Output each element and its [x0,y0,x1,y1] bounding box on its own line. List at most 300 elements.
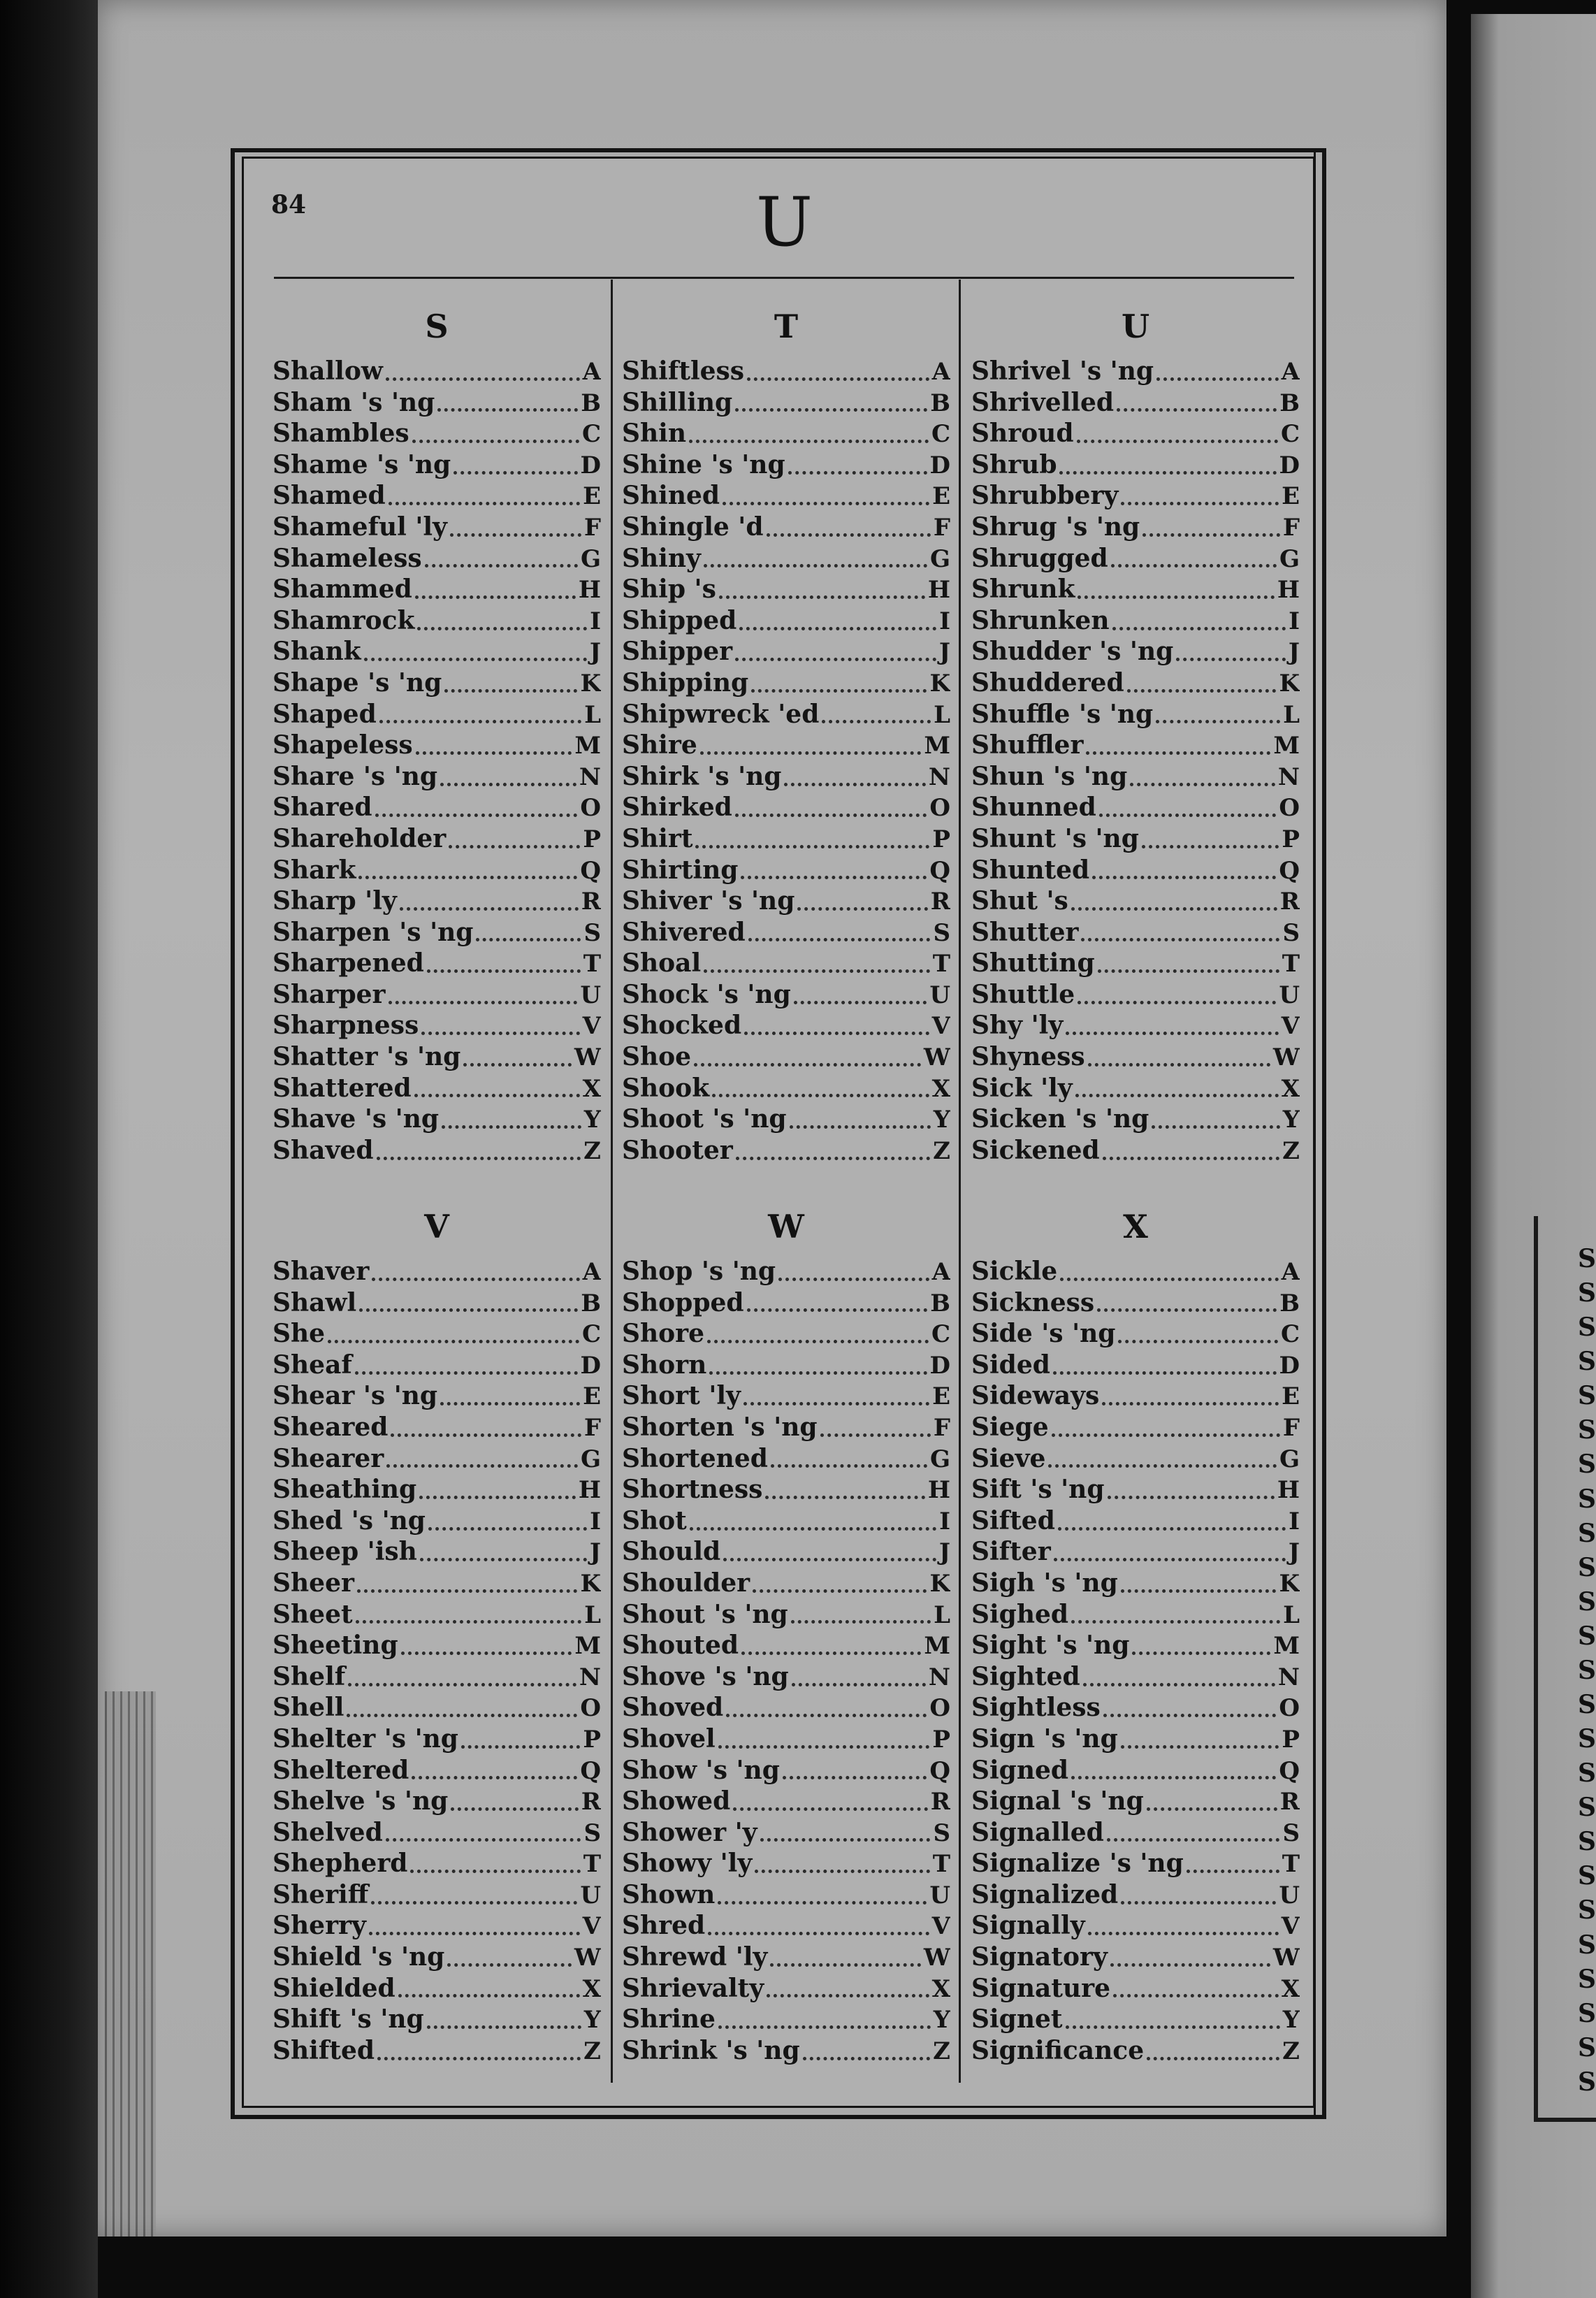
dot-leader [1113,1994,1279,1997]
dot-leader [417,627,587,630]
facing-page-letter: S [1578,1518,1596,1548]
code-entry [273,824,601,855]
entry-word: Signally [971,1911,1085,1941]
code-entry [273,1074,601,1105]
entry-code-letter: P [1282,1725,1300,1754]
dot-leader [694,1063,921,1067]
code-entry [622,1974,950,2005]
entry-code-letter: W [574,1043,601,1072]
entry-code-letter: Z [1282,2037,1300,2065]
entry-word: Shovel [622,1723,716,1754]
entry-code-letter: P [583,825,601,853]
code-entry [971,2004,1300,2036]
dot-leader [770,1963,920,1967]
entry-word: Shrewd 'ly [622,1942,768,1972]
entry-word: Shawl [273,1287,357,1317]
code-entry [273,450,601,482]
facing-page-letter: S [1578,1827,1596,1857]
dot-leader [1071,907,1277,911]
entry-word: Showed [622,1786,731,1816]
code-entry [971,356,1300,388]
code-entry [971,1350,1300,1382]
entry-word: Shined [622,481,720,511]
dot-leader [419,1496,576,1499]
section-heading: V [424,1208,449,1245]
entry-code-letter: O [929,794,950,823]
entry-code-letter: O [1279,794,1300,823]
section-heading: S [425,308,449,345]
entry-word: Shrivel 's 'ng [971,356,1154,386]
dot-leader [1077,440,1278,443]
entry-code-letter: V [582,1912,601,1941]
code-entry [971,1475,1300,1506]
code-entry [273,1724,601,1756]
dot-leader [783,1776,927,1779]
code-section-u [971,296,1300,1166]
dot-leader [414,1094,580,1097]
code-entry [622,1693,950,1724]
entry-code-letter: F [583,513,601,542]
code-entry [622,668,950,700]
dot-leader [1117,408,1277,412]
entry-code-letter: N [579,763,601,791]
dot-leader [1110,1963,1270,1967]
dot-leader [1121,1589,1277,1593]
facing-page-letter: S [1578,1415,1596,1445]
dot-leader [736,1157,930,1160]
entry-code-letter: N [928,763,950,791]
dot-leader [719,595,925,599]
dot-leader [767,1994,929,1997]
dot-leader [792,1683,926,1686]
dot-leader [788,471,927,475]
dot-leader [451,1807,578,1811]
dot-leader [695,845,929,848]
entry-code-letter: P [583,1725,601,1754]
entry-code-letter: C [1280,1320,1300,1349]
facing-page-letter: S [1578,1895,1596,1925]
entry-word: Shunt 's 'ng [971,823,1139,853]
entry-word: Sheeting [273,1631,398,1661]
dot-leader [476,938,581,941]
dot-leader [347,1714,577,1717]
entry-word: Sheriff [273,1879,369,1909]
entry-code-letter: H [927,1476,950,1505]
dot-leader [1078,595,1274,599]
entry-code-letter: Z [583,1136,601,1165]
code-entry [622,1880,950,1912]
dot-leader [689,440,929,443]
entry-word: Sheet [273,1599,353,1629]
code-entry [622,1568,950,1600]
entry-code-letter: G [1279,1445,1300,1473]
entry-word: Shiftless [622,356,745,386]
code-entry [273,855,601,887]
entry-code-letter: O [929,1694,950,1723]
code-entry [273,1662,601,1693]
code-entry [273,1537,601,1568]
entry-word: Share 's 'ng [273,761,438,791]
entry-code-letter: E [932,1382,950,1411]
entry-code-letter: Q [1279,1756,1300,1785]
code-entry [971,1104,1300,1136]
code-entry [273,574,601,606]
entry-code-letter: B [930,389,950,417]
code-entry [971,793,1300,824]
entry-code-letter: J [1288,638,1300,667]
dot-leader [1121,1901,1276,1905]
dot-leader [1066,1032,1278,1035]
code-entry [971,730,1300,762]
facing-page-letter: S [1578,1621,1596,1651]
code-entry [971,918,1300,949]
dot-leader [328,1340,579,1343]
facing-page-letter: S [1578,1724,1596,1754]
code-entry [971,1631,1300,1662]
entry-code-letter: X [582,1974,601,2003]
entry-word: Shot [622,1505,687,1535]
code-entry [971,1568,1300,1600]
code-entry [971,606,1300,637]
dot-leader [444,689,577,693]
code-entry [971,1381,1300,1412]
entry-word: Sick 'ly [971,1073,1073,1103]
entry-word: Shire [622,730,697,760]
entry-code-letter: B [930,1289,950,1317]
code-entry [971,1042,1300,1074]
code-entry [273,2004,601,2036]
entry-word: Shaver [273,1257,370,1286]
dot-leader [765,1496,924,1499]
entry-code-letter: D [929,1351,950,1380]
code-entry [622,544,950,575]
entry-code-letter: B [581,389,601,417]
dot-leader [707,1340,929,1343]
entry-word: Shareholder [273,823,447,853]
dot-leader [1112,627,1286,630]
header-rule [274,277,1294,279]
entry-code-letter: U [929,981,950,1009]
dot-leader [437,408,578,412]
entry-code-letter: J [1288,1538,1300,1567]
entry-word: Sigh 's 'ng [971,1568,1118,1598]
dot-leader [718,1901,927,1905]
facing-page-letter: S [1578,1793,1596,1823]
entry-code-letter: M [1273,732,1300,760]
entry-word: Sifter [971,1537,1051,1567]
entry-code-letter: W [574,1944,601,1972]
entry-code-letter: A [1281,358,1300,386]
page-number: 84 [271,190,307,219]
entry-word: Sheared [273,1412,389,1442]
entry-word: Sharpness [273,1011,419,1041]
code-entry [622,762,950,793]
column-divider-2 [959,280,961,2083]
entry-code-letter: K [1279,669,1300,698]
entry-code-letter: Y [583,1106,601,1134]
dot-leader [415,595,576,599]
entry-word: Shroud [971,419,1074,449]
code-entry [622,1942,950,1974]
code-entry [622,700,950,731]
entry-word: Sheaf [273,1350,352,1380]
code-entry [273,1818,601,1849]
facing-page-letter: S [1578,1861,1596,1891]
entry-code-letter: L [584,700,601,729]
entry-word: Shift 's 'ng [273,2004,424,2035]
code-entry [622,1257,950,1288]
entry-code-letter: W [923,1043,950,1072]
code-entry [622,1136,950,1167]
entry-list [622,1257,950,2067]
dot-leader [375,814,578,817]
code-entry [622,1724,950,1756]
entry-code-letter: E [583,482,601,511]
code-entry [273,1942,601,1974]
entry-word: Sided [971,1350,1050,1380]
dot-leader [440,1402,580,1405]
entry-word: Shrugged [971,543,1108,573]
entry-code-letter: H [1277,1476,1300,1505]
entry-word: Signet [971,2004,1063,2035]
entry-word: Shrine [622,2004,716,2035]
entry-code-letter: U [929,1881,950,1909]
entry-word: Shooter [622,1135,733,1165]
entry-code-letter: G [580,544,601,573]
dot-leader [1052,1433,1280,1437]
entry-code-letter: E [583,1382,601,1411]
dot-leader [449,845,580,848]
dot-leader [1053,1371,1277,1375]
entry-word: Shattered [273,1073,412,1103]
entry-code-letter: J [589,638,601,667]
entry-code-letter: L [934,700,950,729]
entry-word: Shipping [622,667,749,698]
dot-leader [1127,689,1277,693]
entry-word: Sighed [971,1599,1069,1629]
entry-word: Sickness [971,1287,1095,1317]
entry-word: Shunted [971,855,1090,885]
entry-word: Shutting [971,948,1095,978]
entry-code-letter: J [589,1538,601,1567]
dot-leader [1054,1558,1286,1561]
entry-word: Shrivelled [971,387,1115,417]
dot-leader [1103,1157,1279,1160]
entry-word: Shipped [622,605,737,635]
dot-leader [1078,1001,1276,1004]
section-heading: W [768,1208,804,1245]
code-entry [971,1011,1300,1042]
code-entry [273,1600,601,1631]
dot-leader [420,1558,587,1561]
code-entry [622,730,950,762]
dot-leader [1152,1125,1279,1129]
code-entry [622,1288,950,1320]
entry-word: Sickened [971,1135,1100,1165]
dot-leader [735,408,927,412]
dot-leader [1058,1527,1286,1531]
entry-word: Shouted [622,1631,739,1661]
entry-word: Shilling [622,387,733,417]
entry-code-letter: X [1281,1974,1300,2003]
code-entry [971,388,1300,419]
entry-code-letter: V [582,1012,601,1041]
dot-leader [1102,1402,1279,1405]
code-entry [273,388,601,419]
code-entry [622,606,950,637]
code-entry [622,1537,950,1568]
entry-word: Shirk 's 'ng [622,761,782,791]
entry-word: Shut 's [971,886,1068,916]
entry-code-letter: V [1281,1012,1300,1041]
entry-code-letter: P [1282,825,1300,853]
entry-word: Shoal [622,948,702,978]
code-section-s [273,296,601,1166]
entry-word: Signal 's 'ng [971,1786,1144,1816]
entry-code-letter: I [590,607,601,635]
dot-leader [1121,1745,1279,1749]
entry-code-letter: R [581,1788,601,1816]
entry-code-letter: V [1281,1912,1300,1941]
entry-word: Shame 's 'ng [273,449,451,479]
entry-word: Sharp 'ly [273,886,397,916]
entry-word: Shore [622,1319,705,1349]
entry-code-letter: X [1281,1074,1300,1103]
code-entry [273,1104,601,1136]
dot-leader [364,658,587,661]
entry-code-letter: Q [580,856,601,885]
entry-word: Shrunk [971,574,1075,605]
entry-word: Shortened [622,1443,768,1473]
dot-leader [359,1308,578,1312]
entry-code-letter: A [931,1258,950,1286]
code-entry [622,574,950,606]
entry-word: Shred [622,1911,706,1941]
dot-leader [447,1963,571,1967]
dot-leader [1060,1278,1278,1281]
entry-word: Shout 's 'ng [622,1599,788,1629]
entry-code-letter: F [1282,513,1300,542]
entry-word: Shave 's 'ng [273,1104,440,1134]
entry-code-letter: H [578,1476,601,1505]
entry-code-letter: H [578,576,601,605]
entry-code-letter: I [1289,607,1300,635]
code-entry [622,481,950,512]
entry-word: Sieve [971,1443,1046,1473]
dot-leader [377,1157,581,1160]
entry-word: Should [622,1537,721,1567]
dot-leader [1142,533,1280,537]
entry-code-letter: O [1279,1694,1300,1723]
facing-page-letter: S [1578,1930,1596,1960]
code-entry [971,1600,1300,1631]
entry-word: Sheltered [273,1755,409,1785]
code-entry [971,886,1300,918]
dot-leader [748,938,931,941]
code-entry [622,1911,950,1942]
entry-word: Shoulder [622,1568,750,1598]
entry-word: Sickle [971,1257,1058,1286]
entry-word: Sifted [971,1505,1055,1535]
dot-leader [461,1745,580,1749]
entry-word: Shuttle [971,979,1075,1009]
entry-word: Shook [622,1073,710,1103]
entry-word: Significance [971,2035,1145,2065]
entry-code-letter: Q [929,1756,950,1785]
entry-code-letter: Z [1282,1136,1300,1165]
code-entry [622,512,950,544]
dot-leader [386,1838,581,1842]
dot-leader [755,1870,929,1873]
code-entry [971,1974,1300,2005]
code-entry [971,1288,1300,1320]
entry-code-letter: A [582,1258,601,1286]
code-entry [622,637,950,668]
dot-leader [1088,1063,1270,1067]
entry-code-letter: X [931,1974,950,2003]
entry-code-letter: M [1273,1632,1300,1661]
code-entry [273,700,601,731]
dot-leader [820,1433,931,1437]
entry-code-letter: F [933,513,950,542]
code-entry [273,1974,601,2005]
code-entry [622,1381,950,1412]
entry-code-letter: A [582,358,601,386]
dot-leader [454,471,577,475]
dot-leader [412,440,579,443]
dot-leader [760,1838,931,1842]
code-entry [622,980,950,1011]
entry-word: Shown [622,1879,716,1909]
entry-word: Shipwreck 'ed [622,699,820,729]
dot-leader [416,751,572,755]
entry-word: Shoe [622,1042,692,1072]
entry-code-letter: G [929,544,950,573]
code-entry [971,762,1300,793]
code-entry [971,1942,1300,1974]
dot-leader [708,1932,929,1935]
dot-leader [1156,377,1279,381]
entry-word: Shudder 's 'ng [971,637,1174,667]
section-heading: X [1123,1208,1148,1245]
entry-word: Signalled [971,1817,1104,1847]
entry-code-letter: R [930,1788,950,1816]
entry-word: Shorn [622,1350,707,1380]
code-entry [622,1350,950,1382]
code-entry [622,1756,950,1787]
entry-word: Shell [273,1693,344,1723]
code-entry [273,1319,601,1350]
code-entry [971,1911,1300,1942]
facing-page-letter: S [1578,1381,1596,1411]
entry-word: Shock 's 'ng [622,979,791,1009]
entry-word: Shorten 's 'ng [622,1412,818,1442]
page-stack-edge [105,1691,156,2236]
entry-word: Shamrock [273,605,415,635]
entry-code-letter: M [924,1632,950,1661]
code-entry [971,1662,1300,1693]
entry-word: Sift 's 'ng [971,1475,1105,1505]
code-entry [971,668,1300,700]
entry-code-letter: U [1279,981,1300,1009]
code-entry [622,948,950,980]
dot-leader [357,1589,577,1593]
code-entry [622,1662,950,1693]
entry-code-letter: Z [933,1136,950,1165]
dot-leader [1083,1683,1275,1686]
code-entry [273,730,601,762]
entry-word: Shuddered [971,667,1124,698]
